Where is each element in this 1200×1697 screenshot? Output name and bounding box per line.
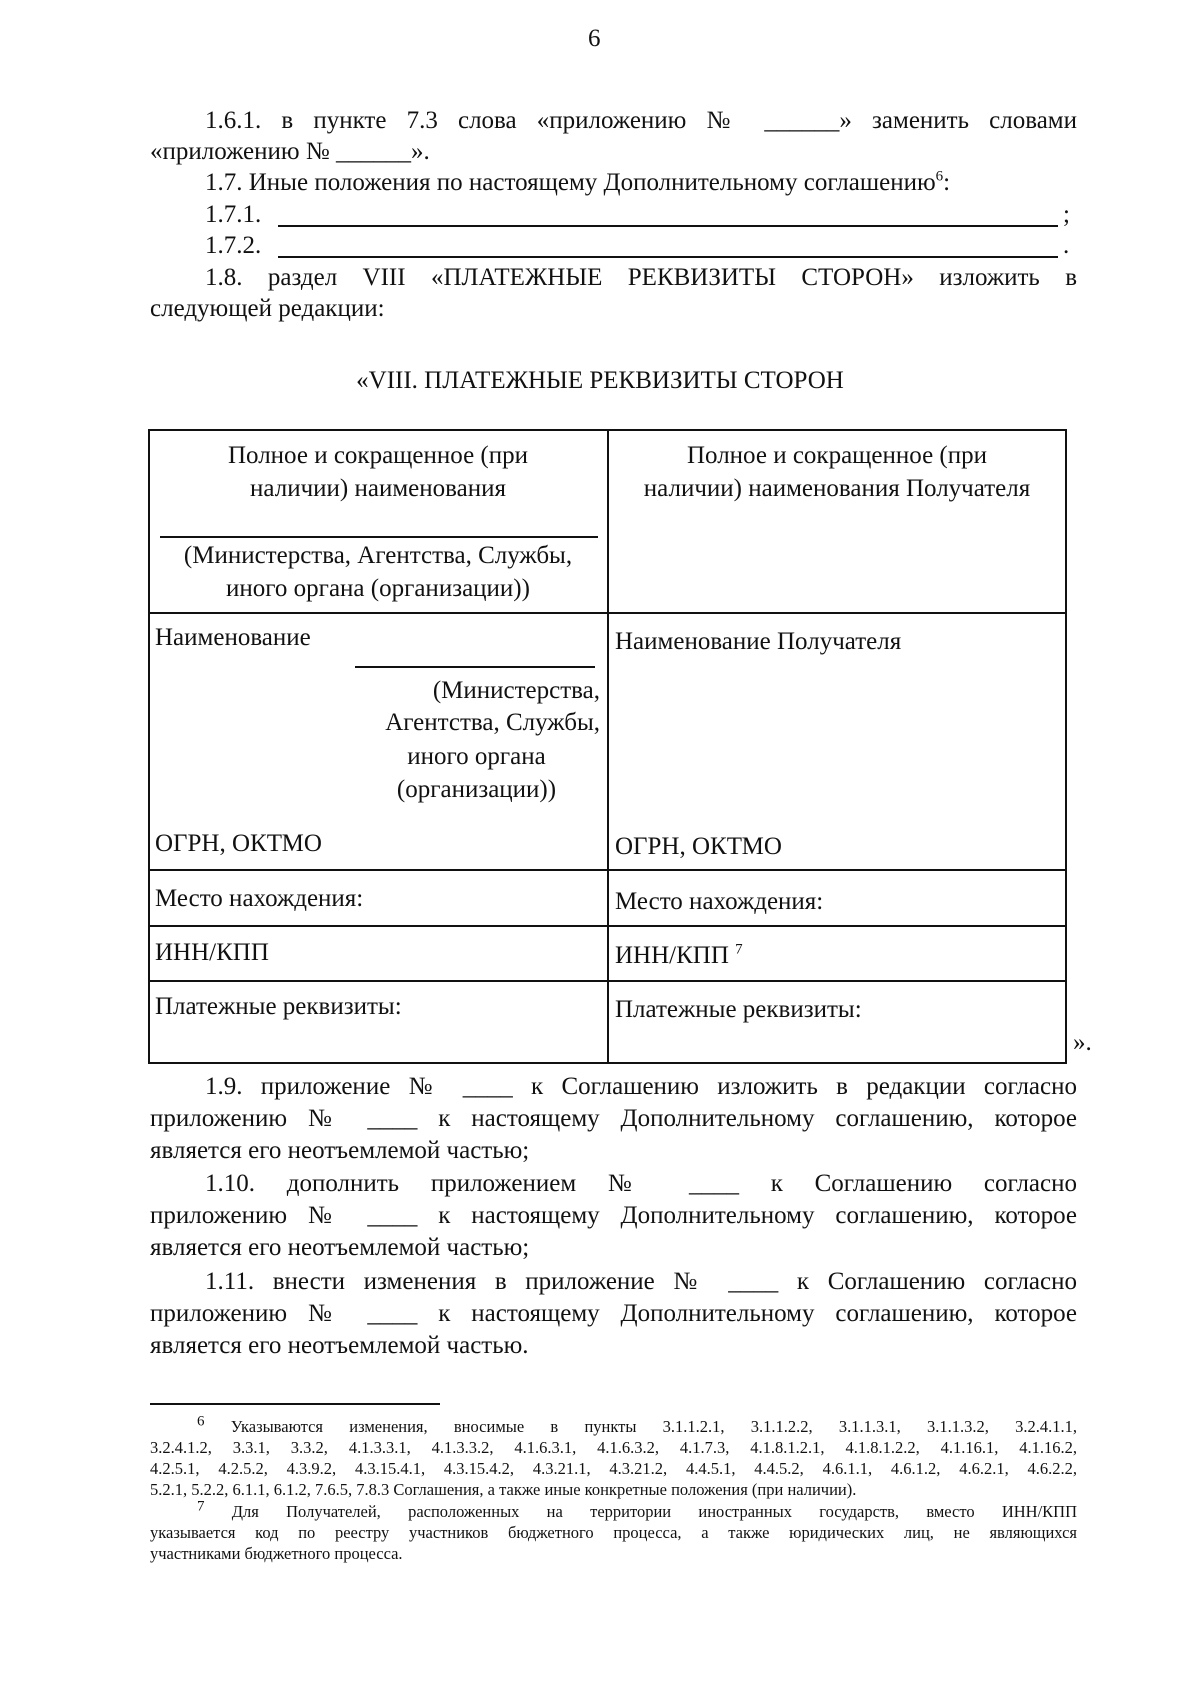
cell-r1-right-line1: Полное и сокращенное (при <box>686 442 988 469</box>
cell-r2-left-sub-line2: Агентства, Службы, <box>385 709 600 736</box>
cell-r1-left-line1: Полное и сокращенное (при <box>227 442 529 469</box>
footnote-6-line2: 3.2.4.1.2, 3.3.1, 3.3.2, 4.1.3.3.1, 4.1.3.3.2, 4.1.6.3.1, 4.1.6.3.2, 4.1.7.3, 4.1.8.1.2.1, 4.1.8.1.2.2, 4.1.16.1, 4.1.16.2, <box>150 1438 1077 1457</box>
table-border-right <box>1065 429 1067 1064</box>
paragraph-1-10-line2: приложению № ____ к настоящему Дополнительному соглашению, которое <box>150 1202 1077 1229</box>
footnote-7-line1 <box>197 1498 1078 1522</box>
paragraph-1-7-1-end: ; <box>1063 201 1070 228</box>
footnote-7-line1-text: Для Получателей, расположенных на территории иностранных государств, вместо ИНН/КПП <box>231 1502 1078 1521</box>
paragraph-1-10-line1: 1.10. дополнить приложением № ____ к Соглашению согласно <box>205 1170 1077 1197</box>
cell-r1-left-sub-line1: (Министерства, Агентства, Службы, <box>183 542 573 569</box>
fill-line-1-7-1 <box>278 225 1058 227</box>
paragraph-1-11-line3: является его неотъемлемой частью. <box>150 1332 529 1359</box>
cell-r4-left: ИНН/КПП <box>155 939 269 966</box>
footnote-7-line2: указывается код по реестру участников бюджетного процесса, а также юридических лиц, не являющихся <box>150 1523 1077 1542</box>
paragraph-1-7-text: 1.7. Иные положения по настоящему Дополнительному соглашению <box>205 169 936 196</box>
cell-r4-right-text: ИНН/КПП <box>615 942 729 969</box>
cell-r2-left-fill-line <box>355 666 595 668</box>
paragraph-1-10-line3: является его неотъемлемой частью; <box>150 1234 530 1261</box>
footnote-7-mark: 7 <box>197 1498 205 1515</box>
paragraph-1-11-line1: 1.11. внести изменения в приложение № ____ к Соглашению согласно <box>205 1268 1077 1295</box>
paragraph-1-7-colon: : <box>943 169 951 196</box>
cell-r3-right: Место нахождения: <box>615 888 824 915</box>
footnote-6-line4: 5.2.1, 5.2.2, 6.1.1, 6.1.2, 7.6.5, 7.8.3 Соглашения, а также иные конкретные положения (при наличии). <box>150 1480 857 1499</box>
cell-r2-right-ogrn: ОГРН, ОКТМО <box>615 833 782 860</box>
closing-quote: ». <box>1073 1029 1092 1056</box>
fill-line-1-7-2 <box>278 256 1058 258</box>
cell-r4-right <box>615 941 743 971</box>
paragraph-1-9-line3: является его неотъемлемой частью; <box>150 1137 530 1164</box>
paragraph-1-7-1-number: 1.7.1. <box>205 201 262 228</box>
cell-r5-right: Платежные реквизиты: <box>615 996 862 1023</box>
paragraph-1-6-1-line2: «приложению № ______». <box>150 138 430 165</box>
paragraph-1-8-line1: 1.8. раздел VIII «ПЛАТЕЖНЫЕ РЕКВИЗИТЫ СТОРОН» изложить в <box>205 264 1077 291</box>
paragraph-1-8-line2: следующей редакции: <box>150 295 385 322</box>
cell-r1-left-line2: наличии) наименования <box>250 475 506 502</box>
section-title: «VIII. ПЛАТЕЖНЫЕ РЕКВИЗИТЫ СТОРОН <box>356 367 844 394</box>
cell-r3-left: Место нахождения: <box>155 885 364 912</box>
paragraph-1-9-line1: 1.9. приложение № ____ к Соглашению изложить в редакции согласно <box>205 1073 1077 1100</box>
cell-r1-left-sub-line2: иного органа (организации)) <box>226 575 530 602</box>
paragraph-1-7-2-end: . <box>1063 232 1070 259</box>
footnote-ref-7: 7 <box>735 941 743 958</box>
page-number: 6 <box>588 25 601 52</box>
cell-r2-left-sub-line3: иного органа <box>407 743 546 770</box>
footnote-7-line3: участниками бюджетного процесса. <box>150 1544 403 1563</box>
footnote-separator <box>150 1403 440 1405</box>
cell-r2-right-label: Наименование Получателя <box>615 628 902 655</box>
paragraph-1-9-line2: приложению № ____ к настоящему Дополнительному соглашению, которое <box>150 1105 1077 1132</box>
footnote-6-line1-text: Указываются изменения, вносимые в пункты 3.1.1.2.1, 3.1.1.2.2, 3.1.1.3.1, 3.1.1.3.2, 3.2.4.1.1, <box>230 1417 1078 1436</box>
paragraph-1-11-line2: приложению № ____ к настоящему Дополнительному соглашению, которое <box>150 1300 1077 1327</box>
paragraph-1-7-2-number: 1.7.2. <box>205 232 262 259</box>
cell-r2-left-sub-line4: (организации)) <box>396 776 557 803</box>
footnote-6-mark: 6 <box>197 1413 205 1430</box>
cell-r1-right-line2: наличии) наименования Получателя <box>643 475 1031 502</box>
table-column-divider <box>607 429 609 1064</box>
paragraph-1-7 <box>205 168 950 198</box>
paragraph-1-6-1-line1: 1.6.1. в пункте 7.3 слова «приложению № ______» заменить словами <box>205 107 1077 134</box>
cell-r2-left-label: Наименование <box>155 624 311 651</box>
footnote-6-line3: 4.2.5.1, 4.2.5.2, 4.3.9.2, 4.3.15.4.1, 4.3.15.4.2, 4.3.21.1, 4.3.21.2, 4.4.5.1, 4.4.5.2, 4.6.1.1, 4.6.1.2, 4.6.2.1, 4.6.2.2, <box>150 1459 1077 1478</box>
cell-r1-left-fill-line <box>160 536 598 538</box>
cell-r2-left-sub-line1: (Министерства, <box>432 677 600 704</box>
footnote-6-line1 <box>197 1413 1078 1437</box>
cell-r2-left-ogrn: ОГРН, ОКТМО <box>155 830 322 857</box>
footnote-ref-6: 6 <box>935 168 944 185</box>
table-border-left <box>148 429 150 1064</box>
cell-r5-left: Платежные реквизиты: <box>155 993 402 1020</box>
